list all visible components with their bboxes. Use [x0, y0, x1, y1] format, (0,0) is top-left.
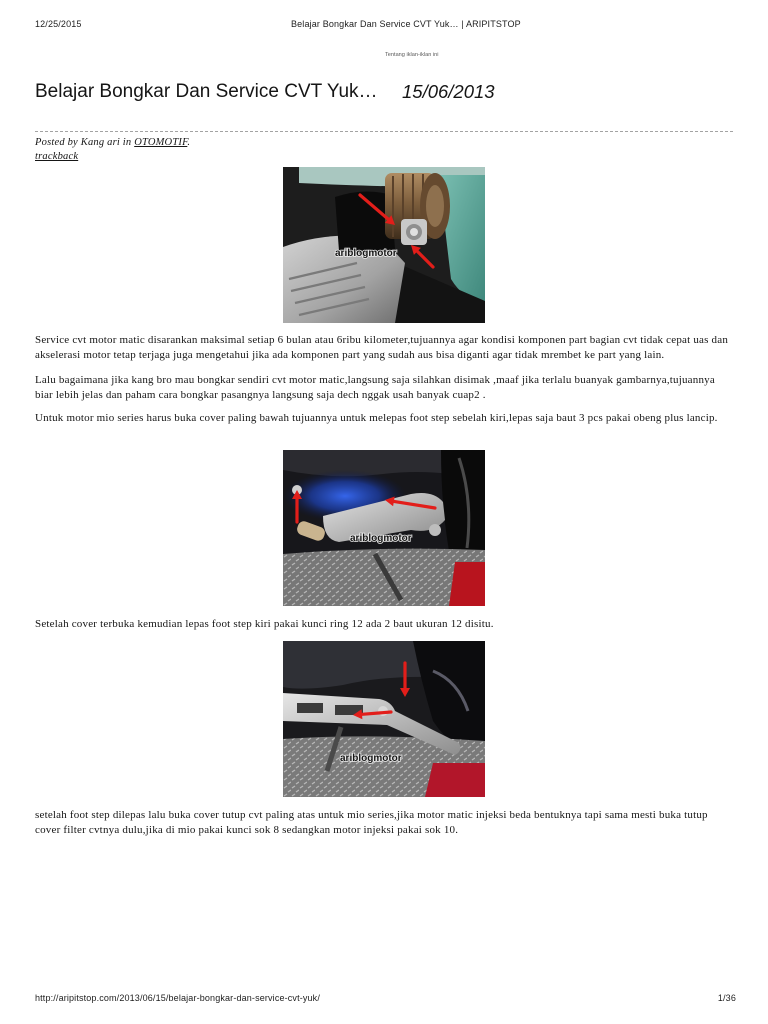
post-paragraph: Service cvt motor matic disarankan maksimal setiap 6 bulan atau 6ribu kilometer,tujuannya agar kondisi komponen part bagian cvt tidak cepat uas dan akselerasi motor tetap terjaga juga mengetahui jika ada komponen part yang sudah aus bisa diganti agar tidak mrembet ke part yang lain.	[35, 334, 729, 361]
red-floor-mat	[425, 763, 485, 797]
print-footer-url: http://aripitstop.com/2013/06/15/belajar-bongkar-dan-service-cvt-yuk/	[35, 993, 320, 1003]
photo-watermark: ariblogmotor	[350, 533, 412, 544]
post-title: Belajar Bongkar Dan Service CVT Yuk…	[35, 81, 378, 102]
post-paragraph: setelah foot step dilepas lalu buka cover tutup cvt paling atas untuk mio series,jika motor matic injeksi beda bentuknya tapi sama mesti buka tutup cover filter cvtnya dulu,jika di mio pakai kunci sok 8 sedangkan motor injeksi pakai sok 10.	[35, 809, 708, 836]
print-header-title: Belajar Bongkar Dan Service CVT Yuk… | ARIPITSTOP	[291, 19, 521, 29]
foot-step-cover-photo	[283, 450, 485, 606]
print-footer-page-number: 1/36	[717, 993, 736, 1003]
photo-watermark: ariblogmotor	[335, 248, 397, 259]
trackback-line	[35, 151, 78, 163]
post-paragraph: Lalu bagaimana jika kang bro mau bongkar sendiri cvt motor matic,langsung saja silahkan disimak ,maaf jika terlalu buanyak gambarnya,tujuannya biar lebih jelas dan paham cara bongkar pasangnya langsung saja dech nggak usah banyak cuap2 .	[35, 374, 715, 401]
meta-end: .	[187, 137, 191, 148]
post-image-2	[283, 450, 485, 606]
photo-watermark: ariblogmotor	[340, 753, 402, 764]
category-link[interactable]: OTOMOTIF	[134, 137, 188, 148]
post-paragraph: Setelah cover terbuka kemudian lepas foot step kiri pakai kunci ring 12 ada 2 baut ukuran 12 disitu.	[35, 618, 494, 630]
foot-step-removed-photo	[283, 641, 485, 797]
clutch-bell-face-inner	[426, 185, 444, 227]
post-image-3	[283, 641, 485, 797]
red-floor-mat	[449, 562, 485, 606]
post-divider	[35, 131, 733, 132]
post-date: 15/06/2013	[402, 81, 495, 102]
post-meta	[35, 137, 190, 149]
cvt-clutch-photo	[283, 167, 485, 323]
ads-notice-link[interactable]: Tentang iklan-iklan ini	[385, 52, 439, 58]
bolt-right	[429, 524, 441, 536]
post-paragraph: Untuk motor mio series harus buka cover paling bawah tujuannya untuk melepas foot step sebelah kiri,lepas saja baut 3 pcs pakai obeng plus lancip.	[35, 412, 718, 424]
posted-by-label: Posted by Kang ari in	[35, 137, 135, 148]
trackback-link[interactable]: trackback	[35, 151, 79, 162]
print-header-date: 12/25/2015	[35, 19, 82, 29]
post-image-1	[283, 167, 485, 323]
shaft-center	[410, 228, 418, 236]
